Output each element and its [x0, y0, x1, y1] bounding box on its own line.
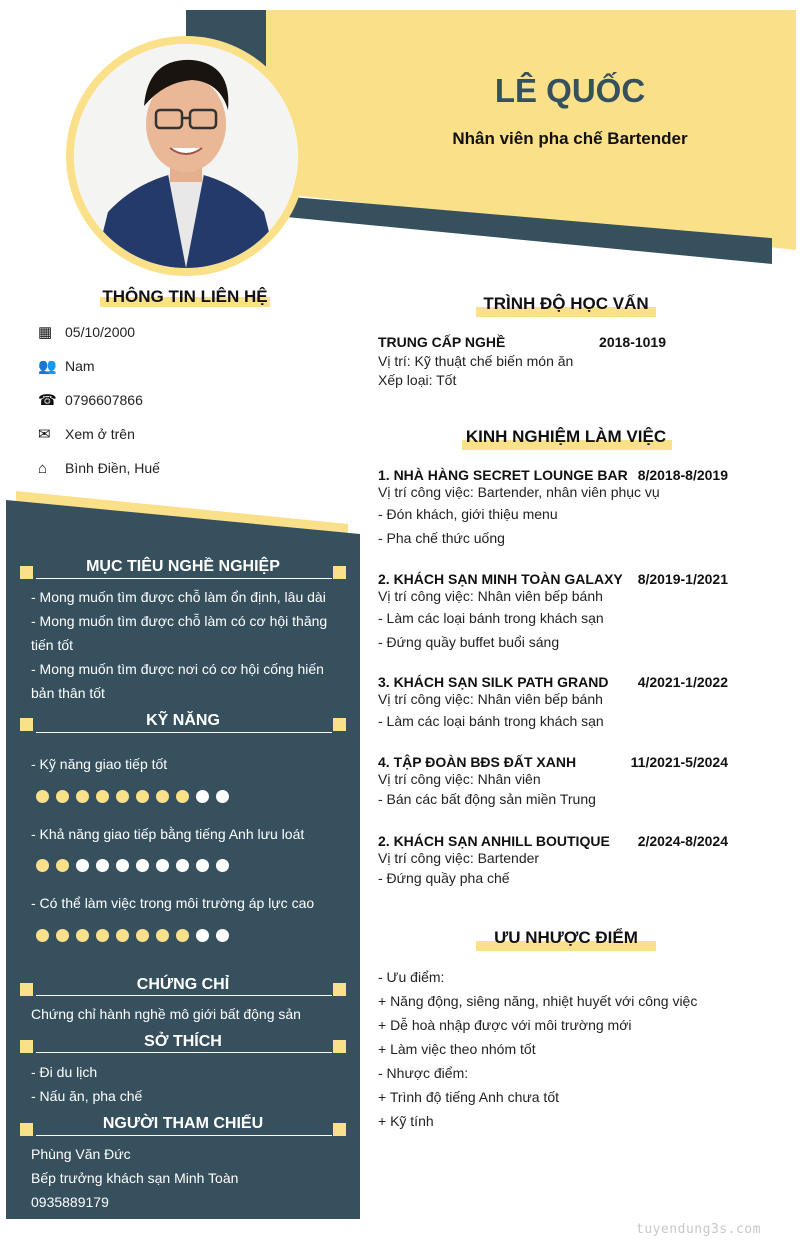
rating-dot-filled: [96, 790, 109, 803]
job-task: - Bán các bất động sản miền Trung: [378, 791, 596, 807]
job-company: 1. NHÀ HÀNG SECRET LOUNGE BAR: [378, 467, 628, 483]
skill-rating: [36, 929, 229, 942]
heading-underline: [36, 995, 332, 996]
rating-dot-empty: [216, 859, 229, 872]
heading-marker: [20, 718, 33, 731]
experience-title: KINH NGHIỆM LÀM VIỆC: [465, 427, 667, 446]
proscons-title: ƯU NHƯỢC ĐIỂM: [494, 928, 638, 947]
contact-gender: 👥 Nam: [38, 358, 95, 375]
contact-dob: ▦ 05/10/2000: [38, 324, 136, 341]
heading-marker: [20, 566, 33, 579]
contact-email: ✉ Xem ở trên: [38, 426, 135, 443]
rating-dot-filled: [156, 790, 169, 803]
rating-dot-filled: [136, 929, 149, 942]
job-period: 8/2018-8/2019: [637, 467, 728, 483]
job-task: - Đứng quầy pha chế: [378, 870, 510, 886]
job-period: 2/2024-8/2024: [637, 833, 728, 849]
job-position: Vị trí công việc: Nhân viên: [378, 771, 541, 787]
contact-title: THÔNG TIN LIÊN HỆ: [102, 287, 268, 306]
job-company: 2. KHÁCH SẠN ANHILL BOUTIQUE: [378, 833, 610, 849]
calendar-icon: ▦: [38, 324, 53, 341]
heading-marker: [333, 566, 346, 579]
candidate-role: Nhân viên pha chế Bartender: [452, 129, 688, 148]
certificates-title: CHỨNG CHỈ: [136, 976, 230, 993]
rating-dot-empty: [176, 859, 189, 872]
job-position: Vị trí công việc: Bartender, nhân viên phục vụ: [378, 484, 660, 500]
hobbies-list: - Đi du lịch - Nấu ăn, pha chế: [31, 1064, 143, 1104]
heading-marker: [20, 1123, 33, 1136]
rating-dot-filled: [56, 929, 69, 942]
heading-marker: [20, 1040, 33, 1053]
candidate-name: LÊ QUỐC: [494, 72, 646, 109]
skill-label: - Kỹ năng giao tiếp tốt: [31, 756, 168, 772]
job-period: 8/2019-1/2021: [637, 571, 728, 587]
job-entry: [378, 754, 738, 811]
rating-dot-filled: [56, 859, 69, 872]
references-title: NGƯỜI THAM CHIẾU: [102, 1115, 264, 1132]
certificate-item: Chứng chỉ hành nghề mô giới bất động sản: [31, 1006, 301, 1022]
objective-title: MỤC TIÊU NGHỀ NGHIỆP: [86, 558, 280, 575]
rating-dot-empty: [96, 859, 109, 872]
job-company: 2. KHÁCH SẠN MINH TOÀN GALAXY: [378, 571, 623, 587]
rating-dot-empty: [216, 790, 229, 803]
job-period: 4/2021-1/2022: [637, 674, 728, 690]
job-position: Vị trí công việc: Nhân viên bếp bánh: [378, 691, 603, 707]
skills-title: KỸ NĂNG: [146, 712, 220, 729]
skill-rating: [36, 790, 229, 803]
avatar: [74, 44, 298, 268]
rating-dot-filled: [36, 790, 49, 803]
watermark: tuyendung3s.com: [636, 1222, 761, 1237]
heading-underline: [36, 1052, 332, 1053]
rating-dot-filled: [36, 859, 49, 872]
skill-label: - Khả năng giao tiếp bằng tiếng Anh lưu loát: [31, 826, 305, 842]
rating-dot-filled: [176, 929, 189, 942]
job-task: - Đón khách, giới thiệu menu: [378, 506, 558, 522]
proscons-list: - Ưu điểm: + Năng động, siêng năng, nhiệt huyết với công việc + Dễ hoà nhập được với môi trường mới + Làm việc theo nhóm tốt - Nhược điểm: + Trình độ tiếng Anh chưa tốt + Kỹ tính: [378, 969, 698, 1129]
rating-dot-empty: [196, 790, 209, 803]
mail-icon: ✉: [38, 426, 51, 443]
job-company: 3. KHÁCH SẠN SILK PATH GRAND: [378, 674, 609, 690]
rating-dot-filled: [176, 790, 189, 803]
heading-underline: [36, 732, 332, 733]
rating-dot-filled: [76, 929, 89, 942]
job-position: Vị trí công việc: Nhân viên bếp bánh: [378, 588, 603, 604]
education-period: 2018-1019: [599, 334, 666, 350]
job-entry: [378, 467, 738, 550]
heading-marker: [333, 1123, 346, 1136]
job-company: 4. TẬP ĐOÀN BĐS ĐẤT XANH: [378, 754, 577, 770]
contact-address: ⌂ Bình Điền, Huế: [38, 459, 160, 477]
education-school: TRUNG CẤP NGHỀ: [378, 334, 506, 350]
job-period: 11/2021-5/2024: [630, 754, 728, 770]
heading-marker: [333, 1040, 346, 1053]
rating-dot-empty: [116, 859, 129, 872]
phone-icon: ☎: [38, 392, 57, 409]
job-task: - Làm các loại bánh trong khách sạn: [378, 610, 604, 626]
education-block: TRUNG CẤP NGHỀ 2018-1019 Vị trí: Kỹ thuật chế biến món ăn Xếp loại: Tốt: [378, 334, 666, 388]
heading-marker: [333, 983, 346, 996]
heading-underline: [36, 1135, 332, 1136]
job-task: - Đứng quầy buffet buổi sáng: [378, 634, 560, 650]
rating-dot-filled: [76, 790, 89, 803]
home-icon: ⌂: [38, 459, 48, 477]
rating-dot-filled: [136, 790, 149, 803]
rating-dot-empty: [136, 859, 149, 872]
rating-dot-empty: [196, 859, 209, 872]
education-title: TRÌNH ĐỘ HỌC VẤN: [483, 294, 649, 313]
rating-dot-filled: [116, 929, 129, 942]
job-task: - Pha chế thức uống: [378, 530, 505, 546]
references-list: Phùng Văn Đức Bếp trưởng khách sạn Minh Toàn 0935889179: [31, 1146, 239, 1210]
rating-dot-empty: [156, 859, 169, 872]
rating-dot-filled: [96, 929, 109, 942]
rating-dot-filled: [56, 790, 69, 803]
gender-icon: 👥: [38, 358, 57, 375]
skill-rating: [36, 859, 229, 872]
rating-dot-empty: [76, 859, 89, 872]
job-task: - Làm các loại bánh trong khách sạn: [378, 713, 604, 729]
job-entry: [378, 674, 738, 733]
objective-text: - Mong muốn tìm được chỗ làm ổn định, lâu dài - Mong muốn tìm được chỗ làm có cơ hội thăng tiến tốt - Mong muốn tìm được nơi có cơ hội cống hiến bản thân tốt: [31, 589, 328, 701]
job-entry: [378, 571, 738, 654]
heading-marker: [20, 983, 33, 996]
rating-dot-empty: [216, 929, 229, 942]
heading-underline: [36, 578, 332, 579]
skill-label: - Có thể làm việc trong môi trường áp lực cao: [31, 895, 315, 911]
rating-dot-filled: [156, 929, 169, 942]
job-entry: [378, 833, 738, 890]
rating-dot-empty: [196, 929, 209, 942]
rating-dot-filled: [36, 929, 49, 942]
contact-phone: ☎ 0796607866: [38, 392, 143, 409]
job-position: Vị trí công việc: Bartender: [378, 850, 540, 866]
rating-dot-filled: [116, 790, 129, 803]
hobbies-title: SỞ THÍCH: [144, 1033, 222, 1050]
heading-marker: [333, 718, 346, 731]
